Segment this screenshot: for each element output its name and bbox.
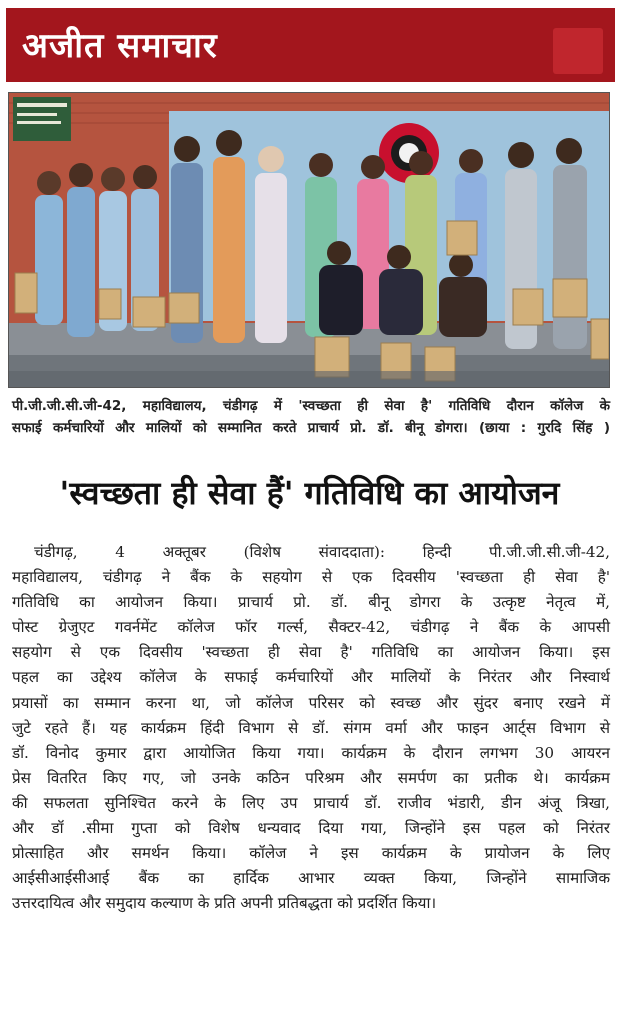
body-line: प्रेस वितरित किए गए, जो उनके कठिन परिश्रम और समर्पण का प्रतीक थे। कार्यक्रम (12, 768, 610, 787)
body-line: पहल का उद्देश्य कॉलेज के सफाई कर्मचारियों और मालियों के निरंतर और निस्वार्थ (12, 668, 610, 687)
masthead (0, 0, 619, 84)
body-line: महाविद्यालय, चंडीगढ़ ने बैंक के सहयोग से एक दिवसीय 'स्वच्छता ही सेवा है' (12, 568, 610, 587)
body-line: प्रयासों का सम्मान करना था, जो कॉलेज परिसर को स्वच्छ और सुंदर बनाए रखने में (12, 693, 610, 712)
body-line: की सफलता सुनिश्चित करने के लिए उप प्राचार्य डॉ. राजीव भंडारी, डीन अंजू त्रिखा, (12, 793, 610, 812)
photo-caption (12, 395, 610, 439)
body-line: सहयोग से एक दिवसीय 'स्वच्छता ही सेवा है' गतिविधि का आयोजन किया। इस (12, 643, 610, 662)
masthead-bar (6, 8, 615, 82)
article-body (12, 540, 610, 916)
newspaper-title: अजीत समाचार (22, 26, 218, 66)
caption-line: सफाई कर्मचारियों और मालियों को सम्मानित करते प्राचार्य प्रो. डॉ. बीनू डोगरा। (छाया : गुरदि सिंह ) (12, 420, 610, 436)
news-photo (8, 92, 610, 388)
body-line: पोस्ट ग्रेजुएट गवर्नमेंट कॉलेज फॉर गर्ल्स, सैक्टर-42, चंडीगढ़ ने बैंक के आपसी (12, 618, 610, 637)
body-line: आईसीआईसीआई बैंक का हार्दिक आभार व्यक्त किया, जिन्होंने सामाजिक (12, 869, 610, 888)
body-line: जुटे रहते हैं। यह कार्यक्रम हिंदी विभाग से डॉ. संगम वर्मा और फाइन आर्ट्स विभाग से (12, 718, 610, 737)
body-line: प्रोत्साहित और समर्थन किया। कॉलेज ने इस कार्यक्रम के प्रायोजन के लिए (12, 844, 610, 863)
body-line: गतिविधि का आयोजन किया। प्राचार्य प्रो. डॉ. बीनू डोगरा के उत्कृष्ट नेतृत्व में, (12, 593, 610, 612)
body-line: उत्तरदायित्व और समुदाय कल्याण के प्रति अपनी प्रतिबद्धता को प्रदर्शित किया। (12, 894, 437, 913)
masthead-corner-block (553, 28, 603, 74)
group-photo-icon (9, 93, 610, 388)
caption-line: पी.जी.जी.सी.जी-42, महाविद्यालय, चंडीगढ़ में 'स्वच्छता ही सेवा है' गतिविधि दौरान कॉलेज के (12, 398, 610, 414)
body-line: और डॉ .सीमा गुप्ता को विशेष धन्यवाद दिया गया, जिन्होंने इस पहल को निरंतर (12, 819, 610, 838)
body-line: डॉ. विनोद कुमार द्वारा आयोजित किया गया। कार्यक्रम के दौरान लगभग 30 आयरन (12, 743, 610, 762)
article-headline: 'स्वच्छता ही सेवा हैं' गतिविधि का आयोजन (59, 474, 560, 512)
body-line: चंडीगढ़, 4 अक्तूबर (विशेष संवाददाता): हिन्दी पी.जी.जी.सी.जी-42, (34, 543, 610, 561)
